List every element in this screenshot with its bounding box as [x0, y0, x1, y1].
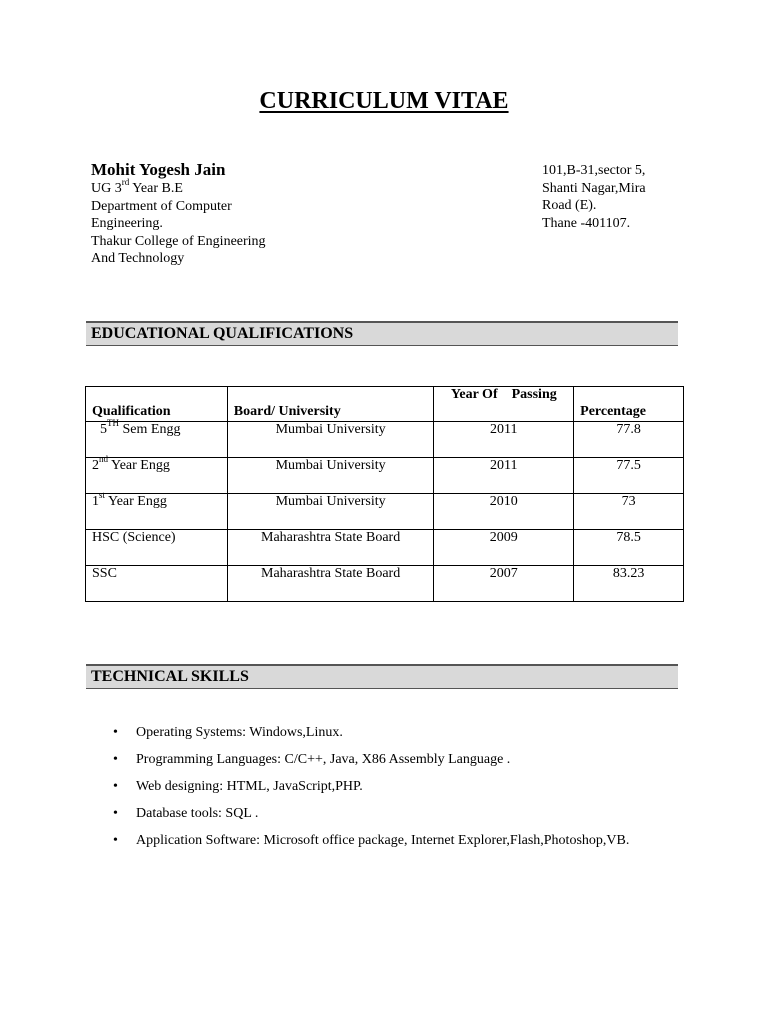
- skills-section-header: [86, 664, 678, 689]
- personal-details: [91, 160, 266, 268]
- education-heading: EDUCATIONAL QUALIFICATIONS: [91, 325, 354, 342]
- cell-year: 2011: [434, 422, 574, 458]
- cell-qualification: 5TH Sem Engg: [86, 422, 228, 458]
- list-item: • Operating Systems: Windows,Linux.: [136, 724, 629, 751]
- cell-percentage: 78.5: [574, 530, 684, 566]
- college-line-2: And Technology: [91, 251, 185, 266]
- address-line-3: Road (E).: [542, 198, 597, 213]
- address-line-4: Thane -401107.: [542, 215, 631, 231]
- cell-percentage: 83.23: [574, 566, 684, 602]
- education-table: [85, 386, 684, 602]
- skills-heading: TECHNICAL SKILLS: [91, 668, 249, 685]
- cell-qualification: 2nd Year Engg: [86, 458, 228, 494]
- header-qualification: Qualification: [86, 387, 228, 422]
- cell-board: Mumbai University: [227, 494, 434, 530]
- cell-qualification: SSC: [86, 566, 228, 602]
- dept-line-2: Engineering.: [91, 216, 163, 231]
- table-row: [86, 530, 684, 566]
- cell-board: Mumbai University: [227, 422, 434, 458]
- cell-board: Maharashtra State Board: [227, 530, 434, 566]
- address-block: [542, 162, 646, 232]
- table-row: [86, 494, 684, 530]
- education-section-header: [86, 321, 678, 346]
- header-year: Year Of Passing: [434, 387, 574, 422]
- cell-percentage: 77.5: [574, 458, 684, 494]
- table-header-row: [86, 387, 684, 422]
- candidate-name: Mohit Yogesh Jain: [91, 160, 226, 179]
- skills-list: [106, 724, 629, 859]
- cell-board: Mumbai University: [227, 458, 434, 494]
- cell-year: 2009: [434, 530, 574, 566]
- header-percentage: Percentage: [574, 387, 684, 422]
- list-item: • Programming Languages: C/C++, Java, X86 Assembly Language .: [136, 751, 629, 778]
- list-item: • Application Software: Microsoft office package, Internet Explorer,Flash,Photoshop,VB.: [136, 832, 629, 859]
- header-board: Board/ University: [227, 387, 434, 422]
- dept-line-1: Department of Computer: [91, 198, 232, 214]
- year-line: [91, 177, 266, 198]
- cell-year: 2007: [434, 566, 574, 602]
- cell-percentage: 73: [574, 494, 684, 530]
- year-sup: rd: [121, 177, 130, 188]
- college-line-1: Thakur College of Engineering: [91, 233, 266, 249]
- list-item: • Database tools: SQL .: [136, 805, 629, 832]
- cell-qualification: HSC (Science): [86, 530, 228, 566]
- cell-year: 2011: [434, 458, 574, 494]
- cell-year: 2010: [434, 494, 574, 530]
- title-text: CURRICULUM VITAE: [259, 88, 509, 114]
- cell-qualification: 1st Year Engg: [86, 494, 228, 530]
- year-post: Year B.E: [129, 181, 183, 196]
- cell-percentage: 77.8: [574, 422, 684, 458]
- table-row: [86, 422, 684, 458]
- cell-board: Maharashtra State Board: [227, 566, 434, 602]
- year-pre: UG 3: [91, 181, 122, 196]
- table-row: [86, 566, 684, 602]
- list-item: • Web designing: HTML, JavaScript,PHP.: [136, 778, 629, 805]
- address-line-2: Shanti Nagar,Mira: [542, 180, 646, 196]
- table-row: [86, 458, 684, 494]
- document-title: [0, 88, 768, 115]
- address-line-1: 101,B-31,sector 5,: [542, 163, 646, 178]
